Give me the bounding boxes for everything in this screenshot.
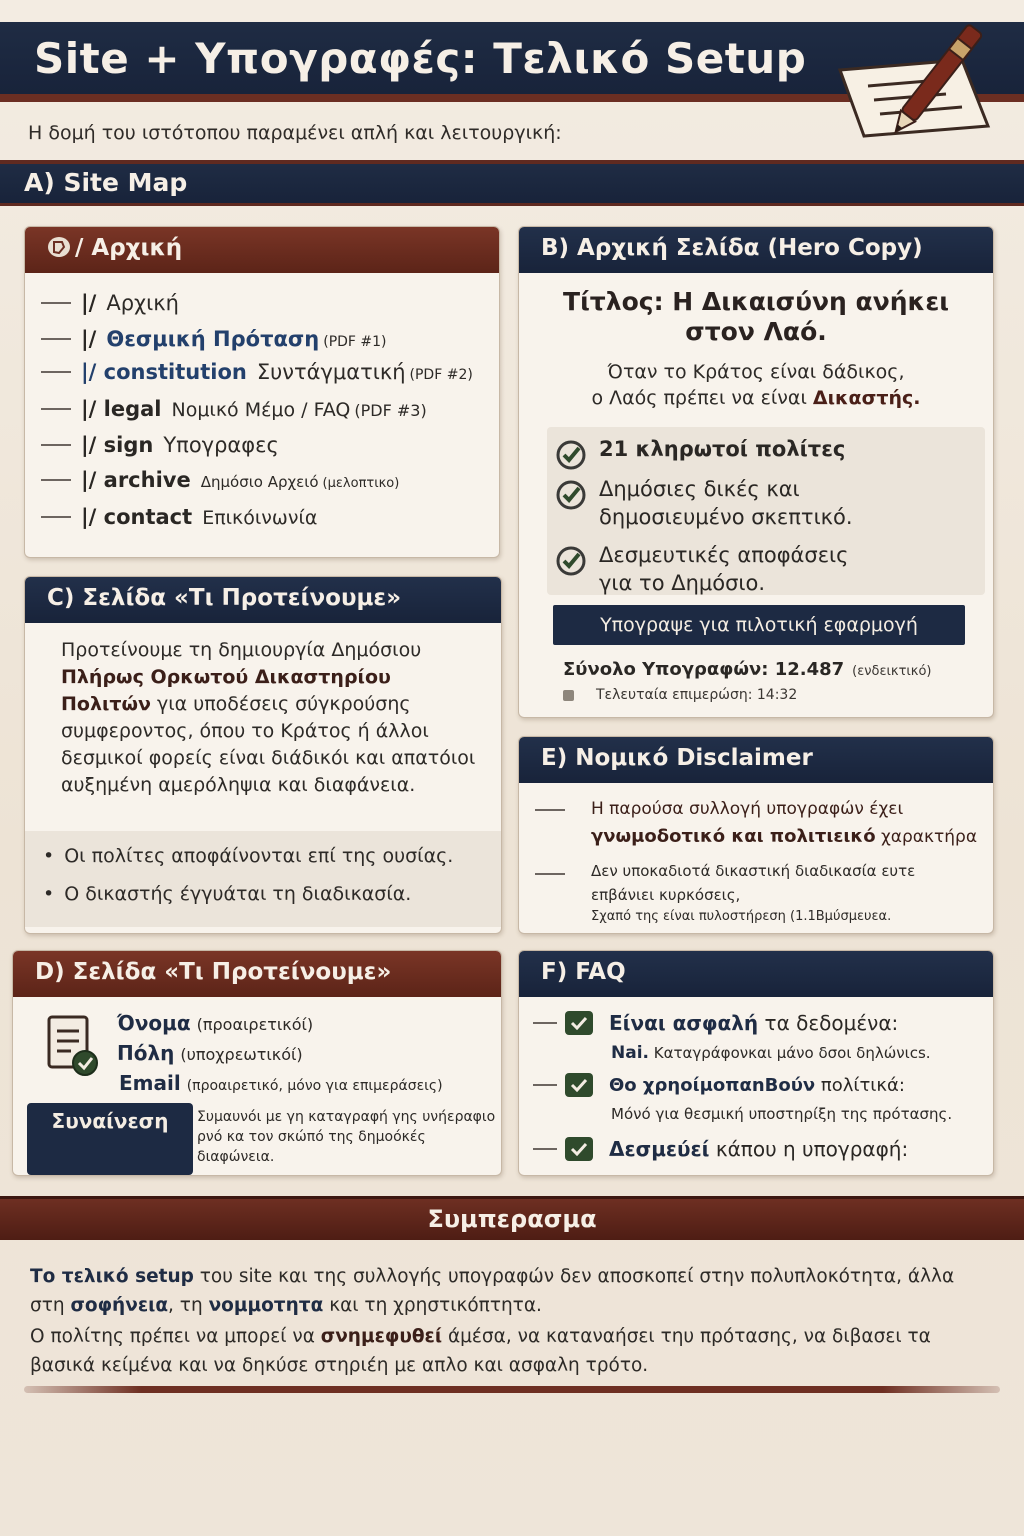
sign-cta-button[interactable]: Υπογραψε για πιλοτική εφαρμογή [553, 605, 965, 645]
signature-form-card [12, 950, 502, 1176]
site-map-band [0, 160, 1024, 206]
check-circle-icon [555, 545, 587, 577]
hero-card [518, 226, 994, 718]
conclusion-band [0, 1196, 1024, 1240]
name-field[interactable]: Όνομα (προαιρετικόί) [117, 1011, 314, 1035]
site-map-item[interactable]: |/ archive Δημόσιο Αρχειό (μελοπτικο) [41, 468, 399, 498]
form-card-header: D) Σελίδα «Τι Προτείνουμε» [13, 951, 501, 997]
checkbox-icon [565, 1137, 593, 1161]
faq-answer: Nai. Καταγράφονκαι μάνο δσοι δηλώνιcs. [611, 1043, 931, 1063]
checkbox-icon [565, 1011, 593, 1035]
consent-text: Συμαυνόι με γη καταγραφή γης υνήεραφιο ρνό κα τον σκώπό της δημοόκές διαφώνεια. [197, 1109, 496, 1165]
conclusion-paragraph-1: Το τελικό setup του site και της συλλογής υπογραφών δεν αποσκοπεί στην πολυπλοκότητα, άλλα στη σοφήνεια, τη νομμοτητα και τη χρηστικόπτητα. [30, 1266, 955, 1316]
site-map-card-header [25, 227, 499, 273]
site-map-item[interactable]: |/ sign Υπογραφες [41, 433, 279, 463]
hero-title-line-1: Τίτλος: Η Δικαισύνη ανήκει [563, 287, 949, 316]
bullet-item: • Οι πολίτες αποφάίνονται επί της ουσίας. [43, 845, 453, 867]
conclusion-paragraph-2: Ο πολίτης πρέπει να μπορεί να σνημεφυθεί άμέσα, να καταναήσει τηυ πρότασης, να διβασει τα βασικά κείμένα και να δηκύσε στηριέη με απλο και ασφαλη τρότο. [30, 1326, 931, 1376]
home-icon [47, 236, 71, 258]
hero-title-line-2: στον Λαό. [685, 317, 827, 346]
last-updated: Τελευταία επιμερώση: 14:32 [563, 687, 797, 703]
disclaimer-item: Δεν υποκαδιοτά δικαστική διαδικασία ευτε επβάνιει κυρκόσεις, Σχαπό της είναι πυλοστήρεση (1.1Βμύσμευεα. [535, 859, 915, 927]
proposal-card [24, 576, 502, 934]
proposal-text: Προτείνουμε τη δημιουργία Δημόσιου Πλήρως Ορκωτού Δικαστηρίου Πολιτών για υποδέσεις σύγκρούσης συμφεροντος, όπου το Κράτος ή άλλοι δεσμικοί φορείς είναι διάδικόι και απατόιοι αυξημένη αμερόληψια και διαφάνεια. [61, 639, 476, 796]
hero-subtitle-line-1: Όταν το Κράτος είναι δάδικος, [607, 361, 905, 383]
consent-button[interactable]: Συναίνεση [27, 1103, 193, 1175]
hero-benefits-panel [547, 427, 985, 595]
disclaimer-item: Η παρούσα συλλογή υπογραφών έχει γνωμοδοτικό και πολιτιεικό χαρακτήρα [535, 795, 977, 851]
site-map-item[interactable]: |/ Θεσμική Πρόταση (PDF #1) [41, 327, 387, 357]
disclaimer-card [518, 736, 994, 934]
faq-question[interactable]: Είναι ασφαλή τα δεδομένα: [533, 1011, 898, 1035]
clock-icon [563, 690, 574, 701]
site-map-item[interactable]: |/ constitution Συντάγματική (PDF #2) [41, 360, 473, 390]
faq-card-header: F) FAQ [519, 951, 993, 997]
site-map-item[interactable]: |/ legal Νομικό Μέμο / FAQ (PDF #3) [41, 397, 427, 427]
notepad-pen-icon [812, 8, 1012, 140]
site-map-card [24, 226, 500, 558]
check-circle-icon [555, 479, 587, 511]
faq-question[interactable]: Θο χρηοίμοπαnΒούν πολίτικά: [533, 1073, 905, 1097]
disclaimer-card-header: E) Νομικό Disclaimer [519, 737, 993, 783]
intro-text: Η δομή του ιστότοπου παραμένει απλή και λειτουργική: [28, 122, 562, 144]
hero-card-header: B) Αρχική Σελίδα (Hero Copy) [519, 227, 993, 273]
city-field[interactable]: Πόλη (υποχρεωτικόί) [117, 1041, 303, 1065]
bottom-divider [24, 1386, 1000, 1393]
faq-answer: Μόνό για θεσμική υποστηρίξη της πρότασης. [611, 1105, 953, 1123]
page-title: Site + Υπογραφές: Τελικό Setup [34, 34, 807, 83]
check-circle-icon [555, 439, 587, 471]
faq-card [518, 950, 994, 1176]
form-document-check-icon [45, 1013, 101, 1079]
proposal-card-header: C) Σελίδα «Τι Προτείνουμε» [25, 577, 501, 623]
email-field[interactable]: Email (προαιρετικό, μόνο για επιμεράσεις) [119, 1071, 443, 1095]
bullet-item: • Ο δικαστής έγγυάται τη διαδικασία. [43, 883, 411, 905]
signature-counter: Σύνολο Υπογραφών: 12.487 (ενδεικτικό) [563, 659, 932, 680]
checkbox-icon [565, 1073, 593, 1097]
benefit-item: 21 κληρωτοί πολίτες [555, 435, 845, 471]
benefit-item: Δημόσιες δικές και δημοσιευμένο σκεπτικό. [555, 475, 853, 531]
hero-subtitle-line-2: ο Λαός πρέπει να είναι Δικαστής. [591, 387, 921, 409]
benefit-item: Δεσμευτικές αποφάσεις για το Δημόσιο. [555, 541, 849, 597]
site-map-item[interactable]: |/ Αρχική [41, 291, 179, 321]
conclusion-title: Συμπερασμα [427, 1205, 597, 1233]
site-map-card-title: / Αρχική [75, 235, 183, 261]
proposal-bullets [25, 831, 501, 927]
site-map-item[interactable]: |/ contact Επικόινωνία [41, 505, 317, 535]
site-map-heading: A) Site Map [24, 168, 188, 197]
faq-question[interactable]: Δεσμεύεί κάπου η υπογραφή: [533, 1137, 908, 1161]
